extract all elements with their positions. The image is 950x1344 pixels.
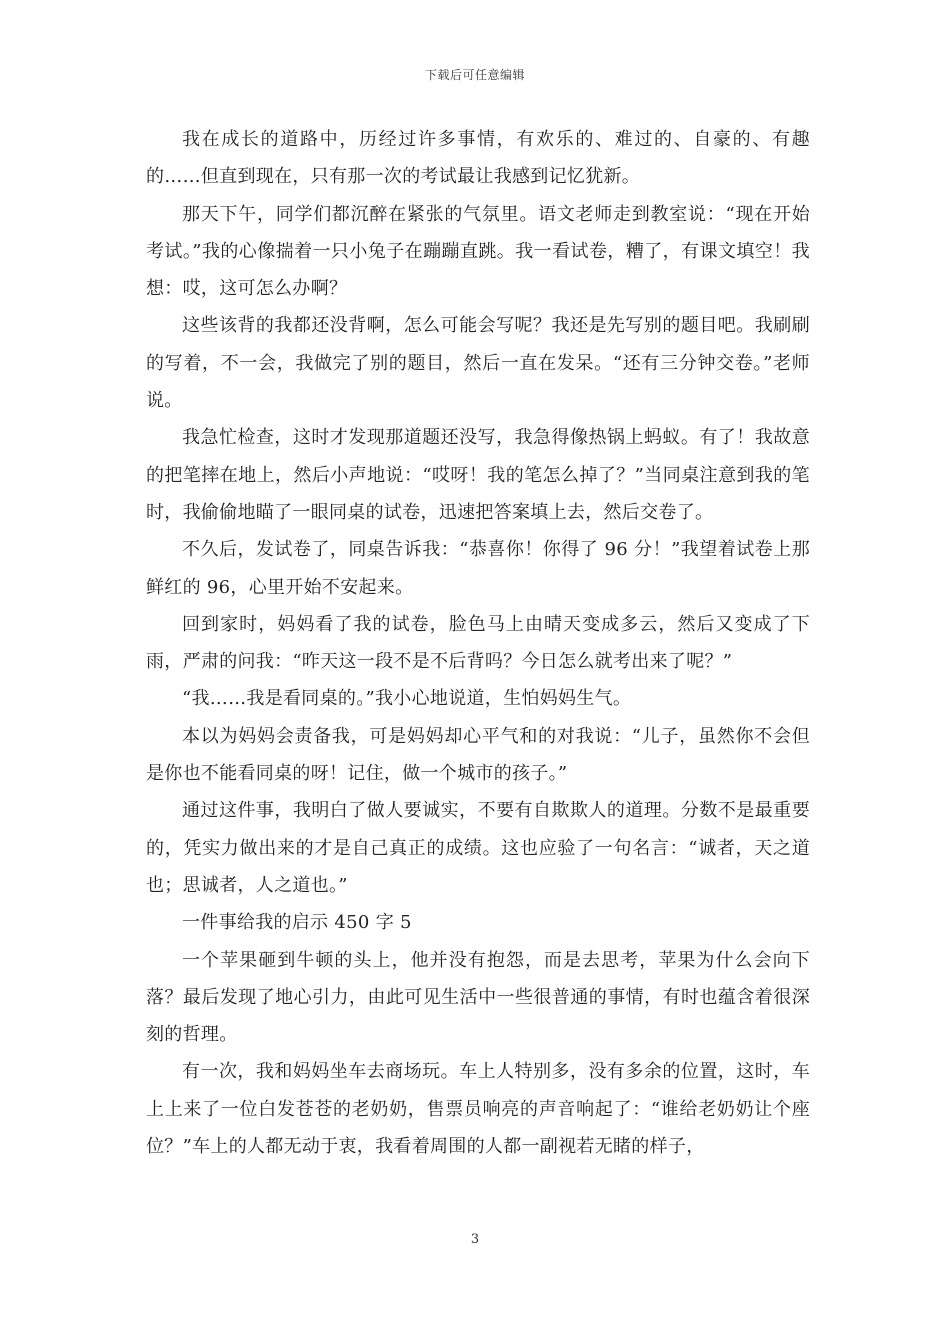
paragraph-5: 不久后，发试卷了，同桌告诉我：“恭喜你！你得了 96 分！”我望着试卷上那鲜红的 96，心里开始不安起来。 — [146, 539, 810, 598]
paragraph-3: 这些该背的我都还没背啊，怎么可能会写呢？我还是先写别的题目吧。我刷刷的写着，不一会，我做完了别的题目，然后一直在发呆。“还有三分钟交卷。”老师说。 — [146, 315, 810, 412]
body-text — [146, 121, 810, 1165]
paragraph-4: 我急忙检查，这时才发现那道题还没写，我急得像热锅上蚂蚁。有了！我故意的把笔摔在地上，然后小声地说：“哎呀！我的笔怎么掉了？”当同桌注意到我的笔时，我偷偷地瞄了一眼同桌的试卷，迅速把答案填上去，然后交卷了。 — [146, 427, 810, 523]
paragraph-7: “我……我是看同桌的。”我小心地说道，生怕妈妈生气。 — [182, 688, 632, 710]
paragraph-2: 那天下午，同学们都沉醉在紧张的气氛里。语文老师走到教室说：“现在开始考试。”我的心像揣着一只小兔子在蹦蹦直跳。我一看试卷，糟了，有课文填空！我想：哎，这可怎么办啊？ — [146, 203, 810, 300]
paragraph-9: 通过这件事，我明白了做人要诚实，不要有自欺欺人的道理。分数不是最重要的，凭实力做出来的才是自己真正的成绩。这也应验了一句名言：“诚者，天之道也；思诚者，人之道也。” — [146, 800, 810, 896]
paragraph-1: 我在成长的道路中，历经过许多事情，有欢乐的、难过的、自豪的、有趣的……但直到现在，只有那一次的考试最让我感到记忆犹新。 — [146, 129, 810, 188]
paragraph-11: 有一次，我和妈妈坐车去商场玩。车上人特别多，没有多余的位置，这时，车上上来了一位白发苍苍的老奶奶，售票员响亮的声音响起了：“谁给老奶奶让个座位？”车上的人都无动于衷，我看着周围的人都一副视若无睹的样子， — [146, 1061, 810, 1158]
section-title: 一件事给我的启示 450 字 5 — [182, 912, 412, 934]
paragraph-10: 一个苹果砸到牛顿的头上，他并没有抱怨，而是去思考，苹果为什么会向下落？最后发现了地心引力，由此可见生活中一些很普通的事情，有时也蕴含着很深刻的哲理。 — [146, 949, 810, 1046]
paragraph-6: 回到家时，妈妈看了我的试卷，脸色马上由晴天变成多云，然后又变成了下雨，严肃的问我：“昨天这一段不是不后背吗？今日怎么就考出来了呢？” — [146, 613, 810, 673]
page-number: 3 — [470, 1232, 480, 1247]
paragraph-8: 本以为妈妈会责备我，可是妈妈却心平气和的对我说：“儿子，虽然你不会但是你也不能看同桌的呀！记住，做一个城市的孩子。” — [146, 725, 810, 785]
page-header: 下载后可任意编辑 — [424, 68, 525, 82]
